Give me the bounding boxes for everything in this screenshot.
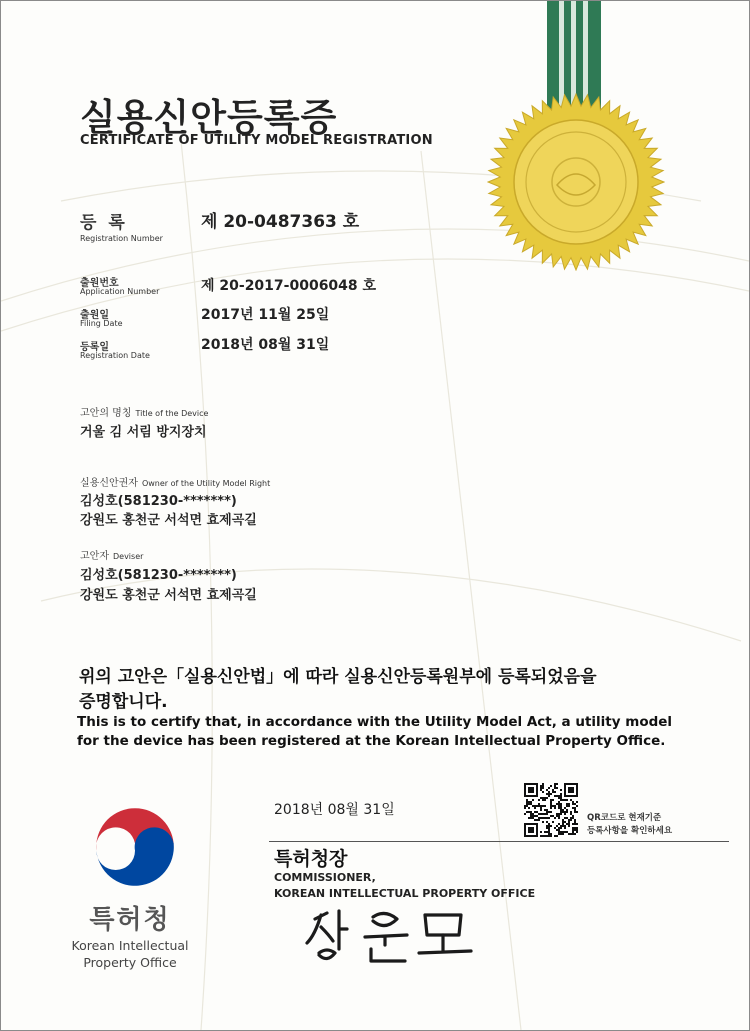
owner-label: 실용신안권자 Owner of the Utility Model Right: [80, 478, 271, 489]
qr-note-line-1: QR코드로 현재기준: [587, 813, 662, 823]
filing-date-label-english: Filing Date: [80, 319, 123, 328]
deviser-label: 고안자 Deviser: [80, 551, 144, 562]
certification-statement-english-line-1: This is to certify that, in accordance with the Utility Model Act, a utility model: [77, 714, 673, 730]
device-title-label: 고안의 명칭 Title of the Device: [80, 408, 209, 419]
qr-code[interactable]: [524, 783, 578, 837]
device-title-value: 거울 김 서림 방지장치: [80, 425, 207, 440]
commissioner-title-korean: 특허청장: [274, 848, 348, 870]
certificate-title-english: CERTIFICATE OF UTILITY MODEL REGISTRATION: [80, 133, 433, 148]
application-number-label-english: Application Number: [80, 287, 160, 296]
registration-number-value: 제 20-0487363 호: [201, 212, 360, 232]
filing-date-value: 2017년 11월 25일: [201, 307, 330, 323]
registration-date-label-korean: 등록일: [80, 342, 109, 353]
signature-divider: [269, 841, 729, 842]
certification-statement-korean-line-1: 위의 고안은「실용신안법」에 따라 실용신안등록원부에 등록되었음을: [79, 667, 597, 687]
qr-note-line-2: 등록사항을 확인하세요: [587, 826, 673, 836]
registration-number-label-korean: 등 록: [80, 213, 128, 233]
kipo-taegeuk-logo-icon: [89, 801, 181, 893]
office-logo-english-line-2: Property Office: [83, 955, 177, 970]
registration-date-label-english: Registration Date: [80, 351, 150, 360]
application-number-value: 제 20-2017-0006048 호: [201, 278, 377, 294]
certification-statement-korean-line-2: 증명합니다.: [79, 692, 168, 712]
registration-number-label-english: Registration Number: [80, 234, 163, 243]
commissioner-title-english-line-1: COMMISSIONER,: [274, 871, 376, 884]
owner-address: 강원도 홍천군 서석면 효제곡길: [80, 513, 257, 528]
registration-date-value: 2018년 08월 31일: [201, 337, 330, 353]
deviser-address: 강원도 홍천군 서석면 효제곡길: [80, 588, 257, 603]
owner-name: 김성호(581230-*******): [80, 494, 237, 509]
issue-date: 2018년 08월 31일: [274, 802, 395, 818]
filing-date-label-korean: 출원일: [80, 310, 109, 321]
gold-seal-emblem: [487, 93, 665, 271]
certificate-title-korean: 실용신안등록증: [80, 96, 338, 139]
commissioner-title-english-line-2: KOREAN INTELLECTUAL PROPERTY OFFICE: [274, 887, 536, 900]
deviser-name: 김성호(581230-*******): [80, 568, 237, 583]
office-logo-korean: 특허청: [89, 905, 171, 935]
commissioner-signature: [301, 905, 481, 967]
certification-statement-english-line-2: for the device has been registered at the Korean Intellectual Property Office.: [77, 733, 666, 749]
application-number-label-korean: 출원번호: [80, 278, 119, 289]
office-logo-english-line-1: Korean Intellectual: [71, 938, 189, 953]
